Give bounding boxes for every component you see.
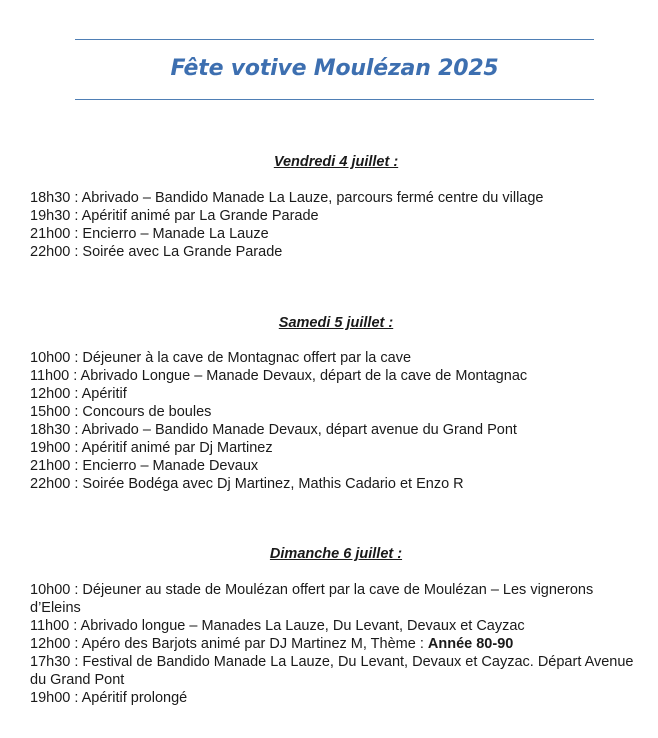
event-time: 21h00 <box>30 226 71 242</box>
event-time: 10h00 <box>30 582 71 598</box>
event-item: 19h30 : Apéritif animé par La Grande Parade <box>30 208 319 224</box>
event-text: Déjeuner à la cave de Montagnac offert par la cave <box>82 350 412 366</box>
event-text: Apéritif <box>81 386 127 402</box>
event-text: Festival de Bandido Manade La Lauze, Du Levant, Devaux et Cayzac. Départ Avenue du Grand Pont <box>30 654 634 688</box>
event-item: 10h00 : Déjeuner au stade de Moulézan offert par la cave de Moulézan – Les vignerons d’Eleins <box>30 582 594 616</box>
day-heading: Vendredi 4 juillet : <box>273 154 399 170</box>
event-item: 11h00 : Abrivado longue – Manades La Lauze, Du Levant, Devaux et Cayzac <box>30 618 525 634</box>
event-item: 21h00 : Encierro – Manade La Lauze <box>30 226 269 242</box>
event-time: 21h00 <box>30 458 71 474</box>
event-time: 12h00 <box>30 386 71 402</box>
event-text: Apéritif animé par Dj Martinez <box>81 440 273 456</box>
event-item: 21h00 : Encierro – Manade Devaux <box>30 458 259 474</box>
event-time: 17h30 <box>30 654 71 670</box>
event-time: 12h00 <box>30 636 71 652</box>
event-item: 18h30 : Abrivado – Bandido Manade La Lauze, parcours fermé centre du village <box>30 190 544 206</box>
event-text: Abrivado – Bandido Manade La Lauze, parcours fermé centre du village <box>81 190 544 206</box>
event-text: Apéritif prolongé <box>81 690 188 706</box>
day-heading: Dimanche 6 juillet : <box>269 546 403 562</box>
event-text: Soirée Bodéga avec Dj Martinez, Mathis Cadario et Enzo R <box>82 476 464 492</box>
event-text: Apéro des Barjots animé par DJ Martinez M, Thème : <box>81 636 428 652</box>
page-title: Fête votive Moulézan 2025 <box>170 56 499 81</box>
event-time: 19h30 <box>30 208 71 224</box>
event-time: 10h00 <box>30 350 71 366</box>
event-item: 19h00 : Apéritif animé par Dj Martinez <box>30 440 273 456</box>
title-top-rule <box>75 39 594 40</box>
day-heading: Samedi 5 juillet : <box>278 315 394 331</box>
day-section-friday <box>0 153 658 171</box>
event-time: 15h00 <box>30 404 71 420</box>
title-bottom-rule <box>75 99 594 100</box>
event-text: Soirée avec La Grande Parade <box>82 244 283 260</box>
day-section-saturday <box>0 314 658 332</box>
event-time: 22h00 <box>30 476 71 492</box>
event-text: Encierro – Manade Devaux <box>82 458 259 474</box>
event-text: Concours de boules <box>82 404 212 420</box>
event-item: 22h00 : Soirée Bodéga avec Dj Martinez, Mathis Cadario et Enzo R <box>30 476 464 492</box>
event-time: 18h30 <box>30 190 71 206</box>
event-text: Abrivado longue – Manades La Lauze, Du Levant, Devaux et Cayzac <box>80 618 525 634</box>
day-section-sunday <box>0 545 658 563</box>
event-time: 18h30 <box>30 422 71 438</box>
event-item: 19h00 : Apéritif prolongé <box>30 690 188 706</box>
event-time: 11h00 <box>30 368 70 384</box>
event-time: 22h00 <box>30 244 71 260</box>
event-time: 19h00 <box>30 690 71 706</box>
event-list-saturday <box>30 349 642 493</box>
event-item: 18h30 : Abrivado – Bandido Manade Devaux, départ avenue du Grand Pont <box>30 422 517 438</box>
event-time: 19h00 <box>30 440 71 456</box>
event-text: Apéritif animé par La Grande Parade <box>81 208 319 224</box>
event-list-friday <box>30 189 642 261</box>
event-item: 11h00 : Abrivado Longue – Manade Devaux, départ de la cave de Montagnac <box>30 368 528 384</box>
event-item: 12h00 : Apéritif <box>30 386 127 402</box>
event-text: Abrivado – Bandido Manade Devaux, départ avenue du Grand Pont <box>81 422 517 438</box>
event-text: Abrivado Longue – Manade Devaux, départ de la cave de Montagnac <box>80 368 528 384</box>
event-text: Déjeuner au stade de Moulézan offert par la cave de Moulézan – Les vignerons d’Eleins <box>30 582 594 616</box>
event-item: 15h00 : Concours de boules <box>30 404 212 420</box>
event-item: 12h00 : Apéro des Barjots animé par DJ Martinez M, Thème : Année 80-90 <box>30 636 514 652</box>
event-text: Encierro – Manade La Lauze <box>82 226 269 242</box>
event-theme-bold: Année 80-90 <box>427 636 514 652</box>
event-time: 11h00 <box>30 618 70 634</box>
event-item: 22h00 : Soirée avec La Grande Parade <box>30 244 283 260</box>
event-item: 17h30 : Festival de Bandido Manade La Lauze, Du Levant, Devaux et Cayzac. Départ Avenue du Grand Pont <box>30 654 634 688</box>
event-list-sunday <box>30 581 642 707</box>
event-item: 10h00 : Déjeuner à la cave de Montagnac offert par la cave <box>30 350 412 366</box>
